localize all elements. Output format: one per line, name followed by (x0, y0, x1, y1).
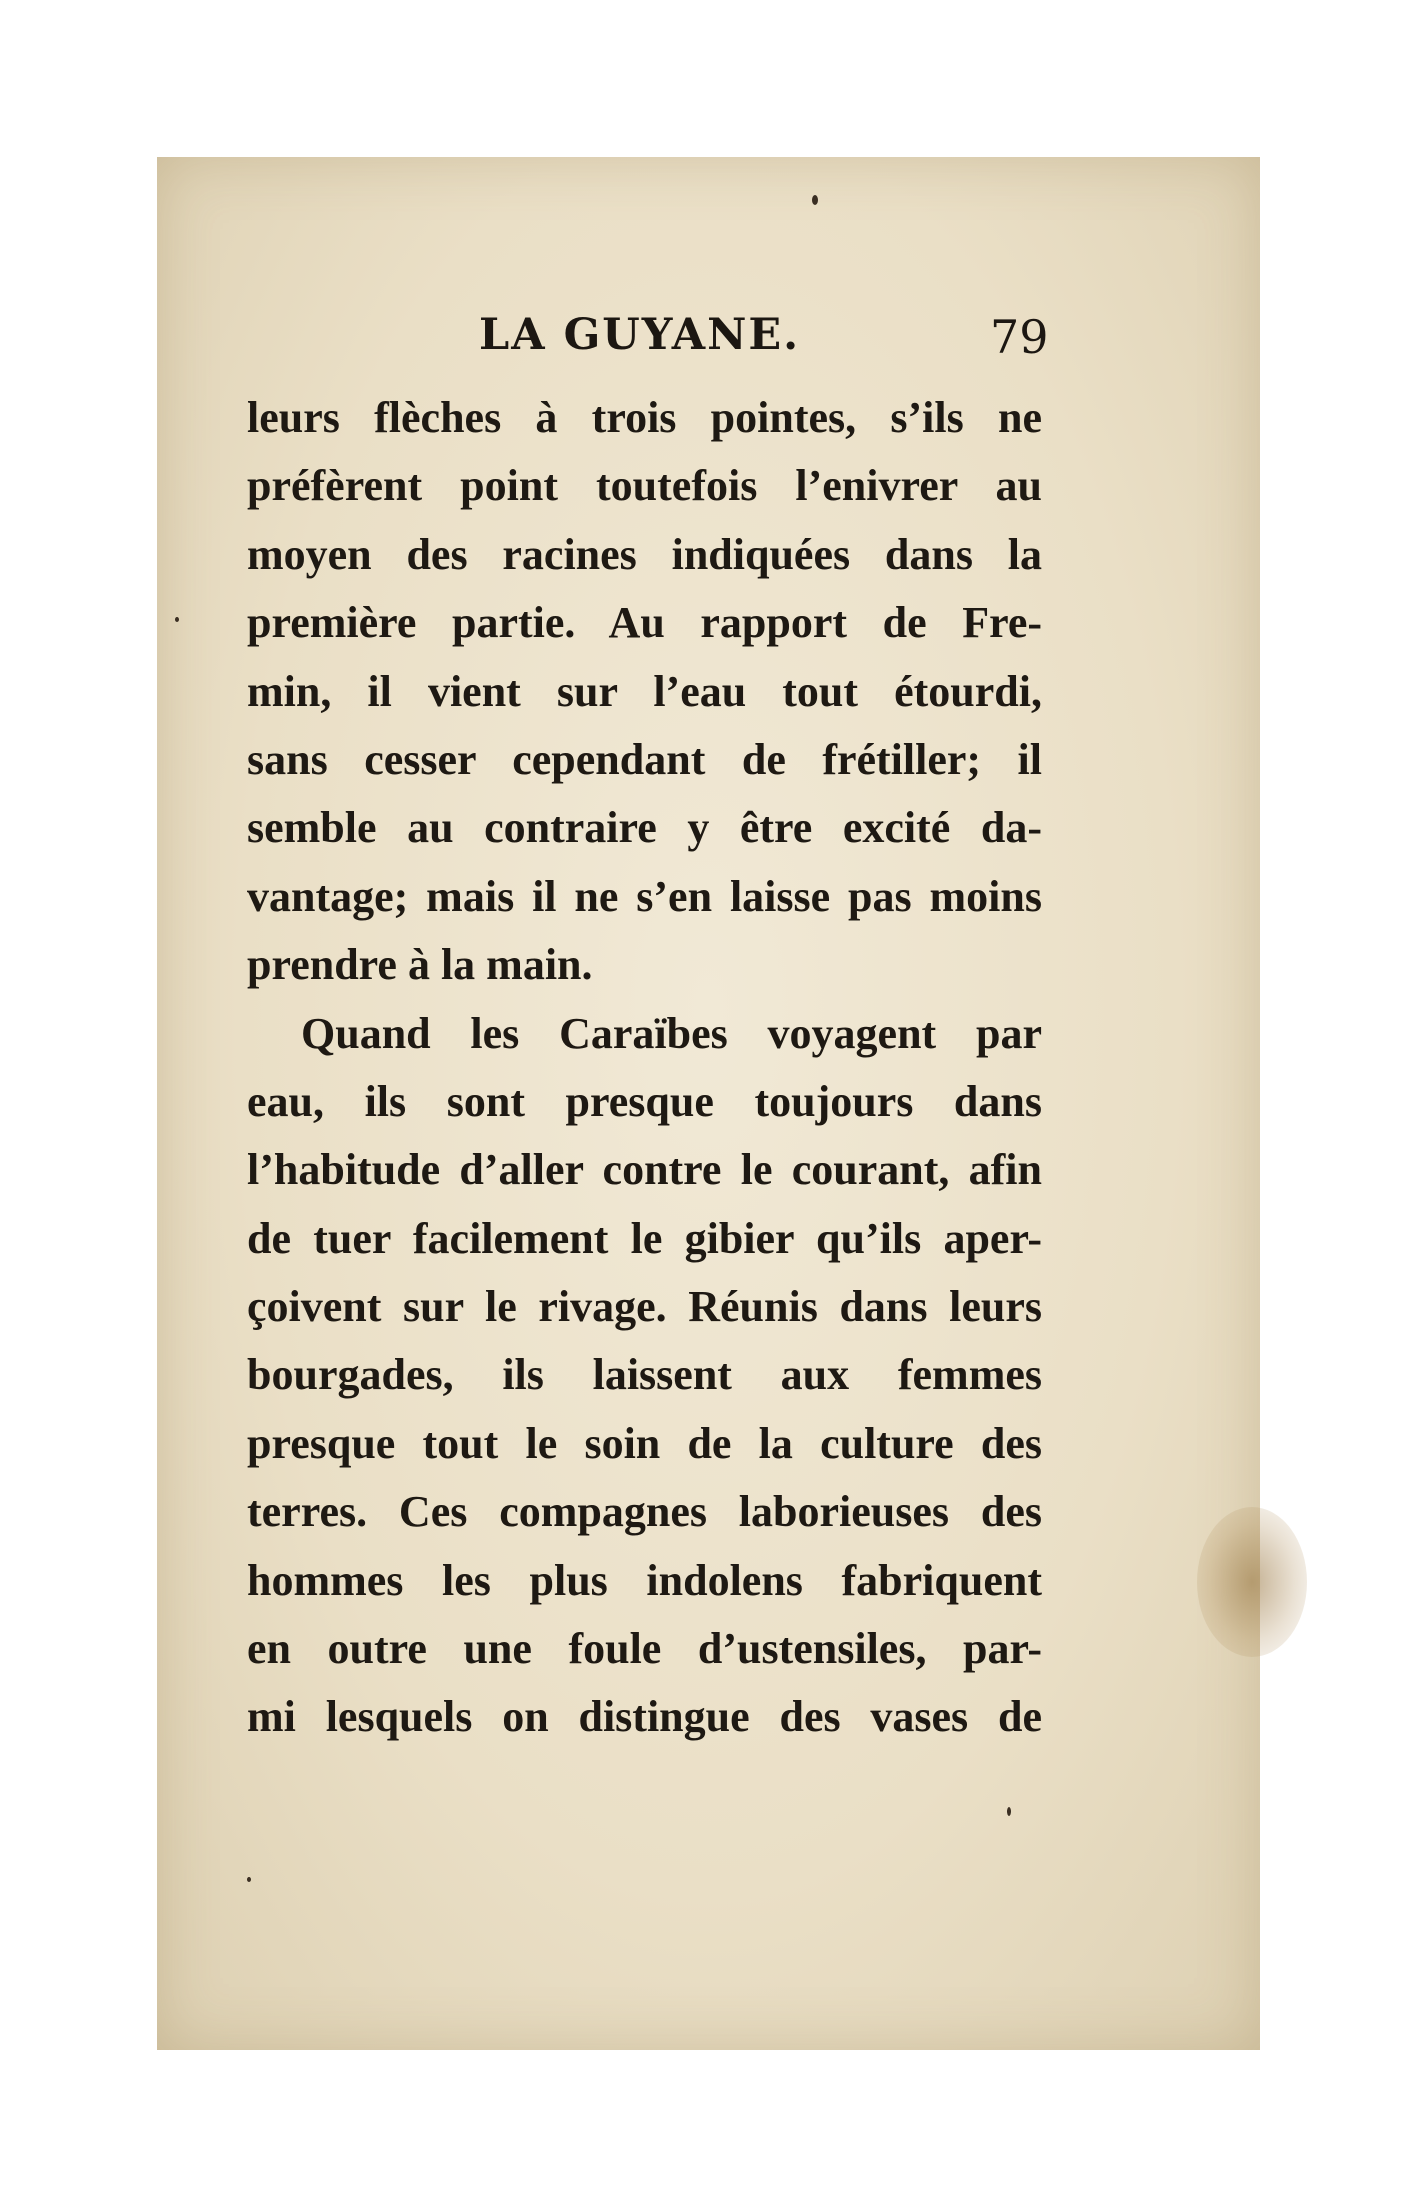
ink-speck (1007, 1807, 1011, 1816)
text-line: l’habitude d’aller contre le courant, afin (247, 1145, 1042, 1195)
paper-stain (1197, 1507, 1307, 1657)
ink-speck (175, 617, 179, 622)
ink-speck (247, 1877, 251, 1882)
text-line: vantage; mais il ne s’en laisse pas moins (247, 871, 1042, 921)
text-line: presque tout le soin de la culture des (247, 1418, 1042, 1468)
text-line: sans cesser cependant de frétiller; il (247, 734, 1042, 784)
text-line: bourgades, ils laissent aux femmes (247, 1350, 1042, 1400)
text-line: première partie. Au rapport de Fre- (247, 598, 1042, 648)
text-line: eau, ils sont presque toujours dans (247, 1076, 1042, 1126)
text-line: de tuer facilement le gibier qu’ils aper- (247, 1213, 1042, 1263)
page-number: 79 (990, 310, 1049, 364)
text-line: moyen des racines indiquées dans la (247, 529, 1042, 579)
text-line: prendre à la main. (247, 940, 593, 990)
ink-speck (812, 195, 818, 205)
text-line: en outre une foule d’ustensiles, par- (247, 1624, 1042, 1674)
text-line: mi lesquels on distingue des vases de (247, 1692, 1042, 1742)
body-text (247, 384, 1042, 1752)
scanned-page (157, 157, 1260, 2050)
paragraph-start-line: Quand les Caraïbes voyagent par (301, 1008, 1042, 1058)
text-line: semble au contraire y être excité da- (247, 803, 1042, 853)
text-line: terres. Ces compagnes laborieuses des (247, 1487, 1042, 1537)
text-line: min, il vient sur l’eau tout étourdi, (247, 666, 1042, 716)
page-header (157, 310, 1260, 370)
text-line: çoivent sur le rivage. Réunis dans leurs (247, 1282, 1042, 1332)
text-line: leurs flèches à trois pointes, s’ils ne (247, 393, 1042, 442)
text-line: hommes les plus indolens fabriquent (247, 1555, 1042, 1605)
text-line: préfèrent point toutefois l’enivrer au (247, 461, 1042, 511)
running-title: LA GUYANE. (479, 310, 801, 360)
